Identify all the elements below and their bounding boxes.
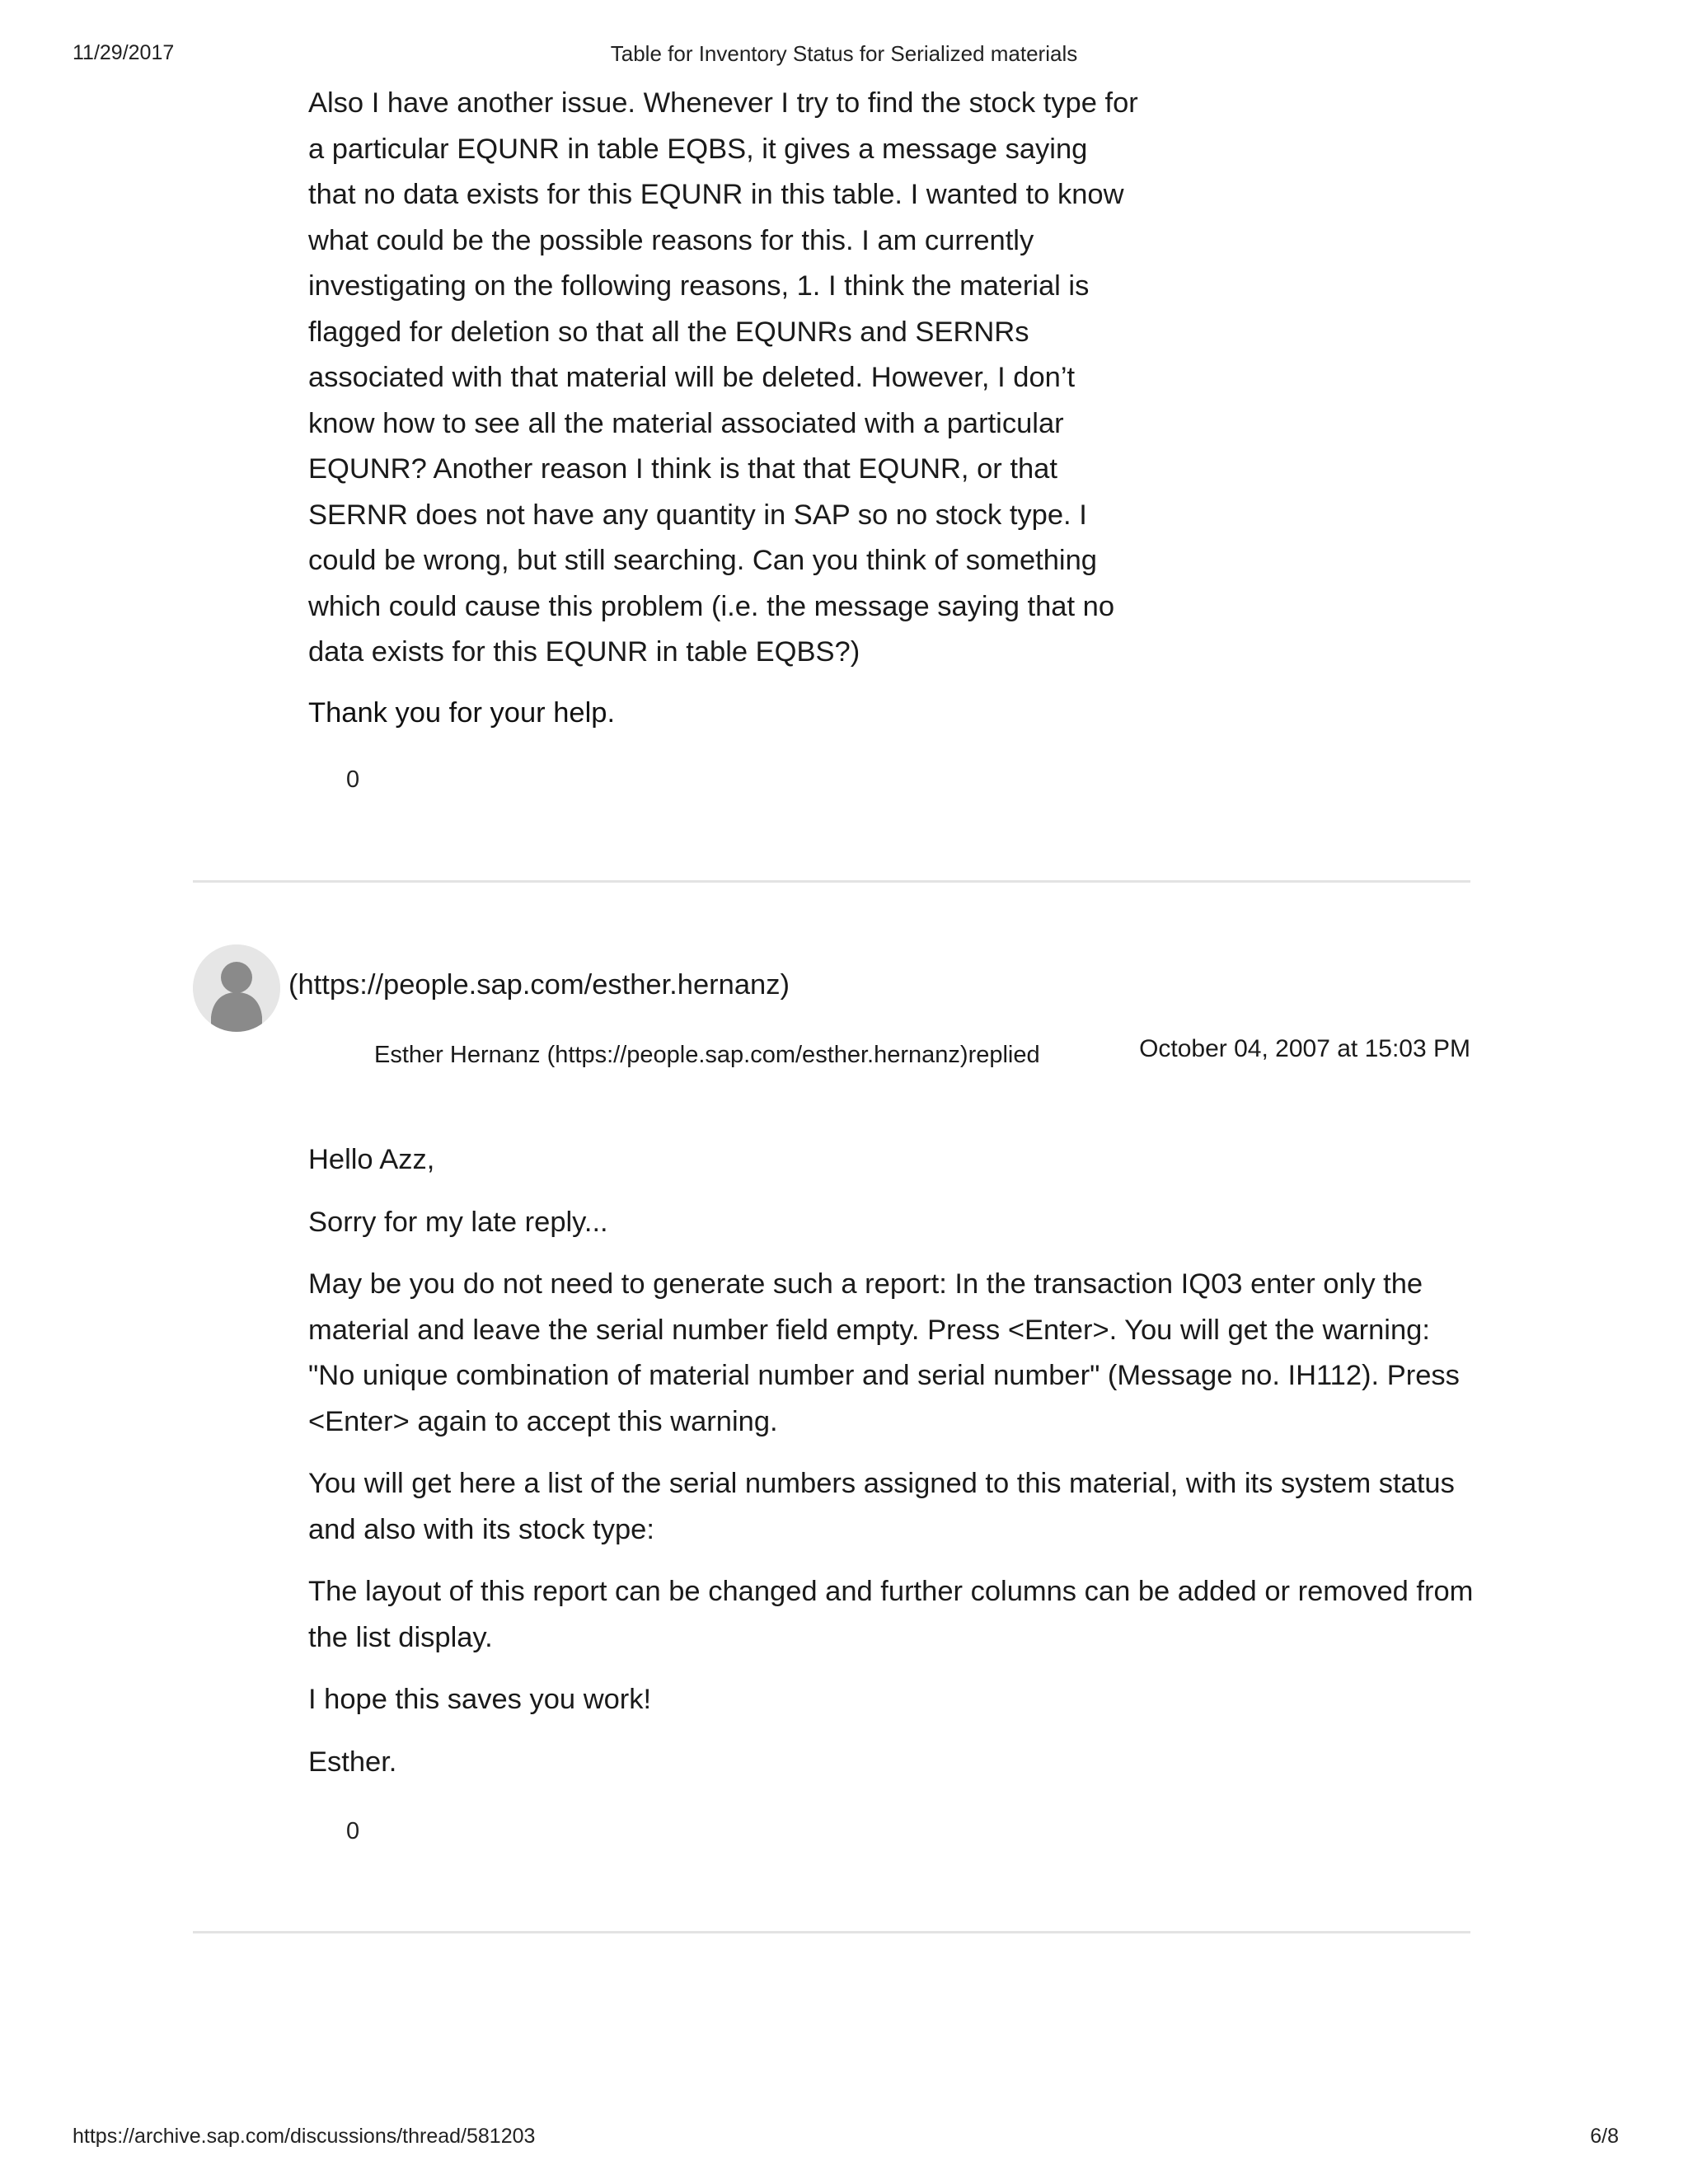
author-name-link[interactable]: Esther Hernanz [374,1042,541,1068]
author-url-link[interactable]: (https://people.sap.com/esther.hernanz) [546,1042,968,1068]
page-number: 6/8 [1590,2125,1619,2148]
like-count[interactable]: 0 [346,1818,360,1844]
author-line [374,1042,1040,1069]
reply-action: replied [968,1042,1040,1068]
author-profile-link[interactable]: (https://people.sap.com/esther.hernanz) [288,969,790,1001]
reply-body [308,1137,1479,1802]
reply-paragraph: Also I have another issue. Whenever I try to find the stock type for a particular EQUNR in table EQBS, it gives a message saying that no data exists for this EQUNR in this table. I wanted to know what could be the possible reasons for this. I am currently investigating on the following reasons, 1. I think the material is flagged for deletion so that all the EQUNRs and SERNRs associated with that material will be deleted. However, I don’t know how to see all the material associated with a particular EQUNR? Another reason I think is that that EQUNR, or that SERNR does not have any quantity in SAP so no stock type. I could be wrong, but still searching. Can you think of something which could cause this problem (i.e. the message saying that no data exists for this EQUNR in table EQBS?) [308,87,1138,668]
source-url: https://archive.sap.com/discussions/thread/581203 [73,2125,536,2148]
reply-paragraph: The layout of this report can be changed and further columns can be added or removed from the list display. [308,1576,1474,1653]
page-title: Table for Inventory Status for Serialized materials [610,41,1078,66]
divider [193,880,1470,883]
reply-timestamp: October 04, 2007 at 15:03 PM [1139,1035,1470,1062]
reply-paragraph: Hello Azz, [308,1144,435,1175]
reply-body [308,81,1141,692]
user-silhouette-icon[interactable] [193,944,280,1032]
print-date: 11/29/2017 [73,41,175,64]
reply-paragraph: Thank you for your help. [308,697,616,729]
reply-paragraph: You will get here a list of the serial numbers assigned to this material, with its system status and also with its stock type: [308,1468,1455,1545]
reply-paragraph: May be you do not need to generate such a report: In the transaction IQ03 enter only the material and leave the serial number field empty. Press <Enter>. You will get the warning: "No unique combination of material number and serial number" (Message no. IH112). Press <Enter> again to accept this warning. [308,1268,1460,1437]
reply-paragraph: I hope this saves you work! [308,1684,652,1715]
reply-paragraph: Esther. [308,1746,397,1778]
divider [193,1931,1470,1933]
like-count[interactable]: 0 [346,766,360,793]
reply-paragraph: Sorry for my late reply... [308,1206,608,1238]
